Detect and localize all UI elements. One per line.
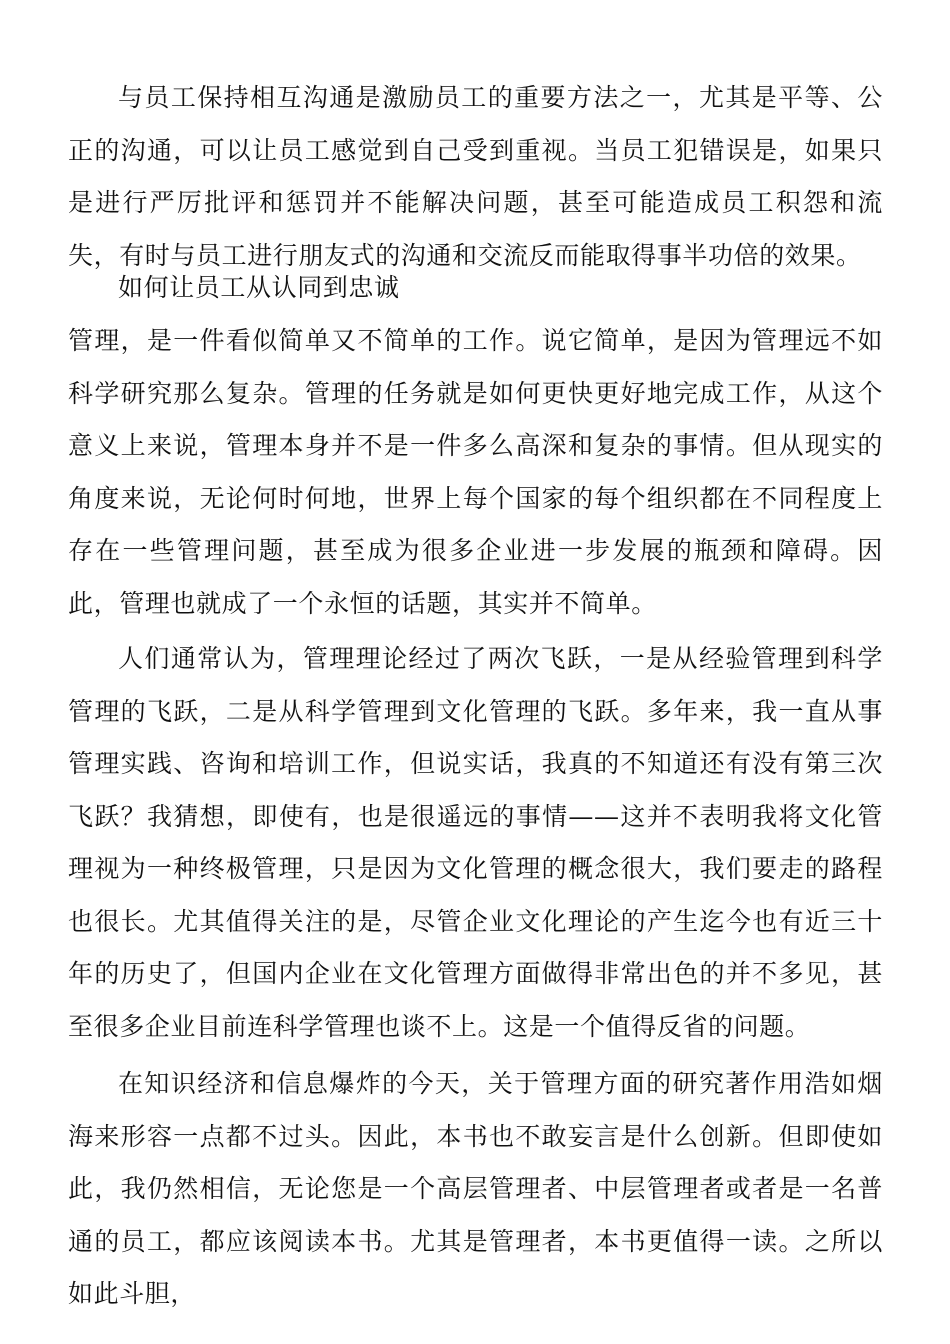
paragraph-communication: 与员工保持相互沟通是激励员工的重要方法之一，尤其是平等、公正的沟通，可以让员工感觉到自己受到重视。当员工犯错误是，如果只是进行严厉批评和惩罚并不能解决问题，甚至可能造成员工积怨和流失，有时与员工进行朋友式的沟通和交流反而能取得事半功倍的效果。 — [68, 83, 883, 270]
paragraph-management-intro: 管理，是一件看似简单又不简单的工作。说它简单，是因为管理远不如科学研究那么复杂。管理的任务就是如何更快更好地完成工作，从这个意义上来说，管理本身并不是一件多么高深和复杂的事情。但从现实的角度来说，无论何时何地，世界上每个国家的每个组织都在不同程度上存在一些管理问题，甚至成为很多企业进一步发展的瓶颈和障碍。因此，管理也就成了一个永恒的话题，其实并不简单。 — [68, 326, 883, 618]
paragraph-book-intro: 在知识经济和信息爆炸的今天，关于管理方面的研究著作用浩如烟海来形容一点都不过头。因此，本书也不敢妄言是什么创新。但即使如此，我仍然相信，无论您是一个高层管理者、中层管理者或者是一名普通的员工，都应该阅读本书。尤其是管理者，本书更值得一读。之所以如此斗胆， — [68, 1069, 883, 1308]
section-heading: 如何让员工从认同到忠诚 — [118, 273, 400, 302]
paragraph-management-theory: 人们通常认为，管理理论经过了两次飞跃，一是从经验管理到科学管理的飞跃，二是从科学管理到文化管理的飞跃。多年来，我一直从事管理实践、咨询和培训工作，但说实话，我真的不知道还有没有第三次飞跃？我猜想，即使有，也是很遥远的事情——这并不表明我将文化管理视为一种终极管理，只是因为文化管理的概念很大，我们要走的路程也很长。尤其值得关注的是，尽管企业文化理论的产生迄今也有近三十年的历史了，但国内企业在文化管理方面做得非常出色的并不多见，甚至很多企业目前连科学管理也谈不上。这是一个值得反省的问题。 — [68, 644, 883, 1041]
